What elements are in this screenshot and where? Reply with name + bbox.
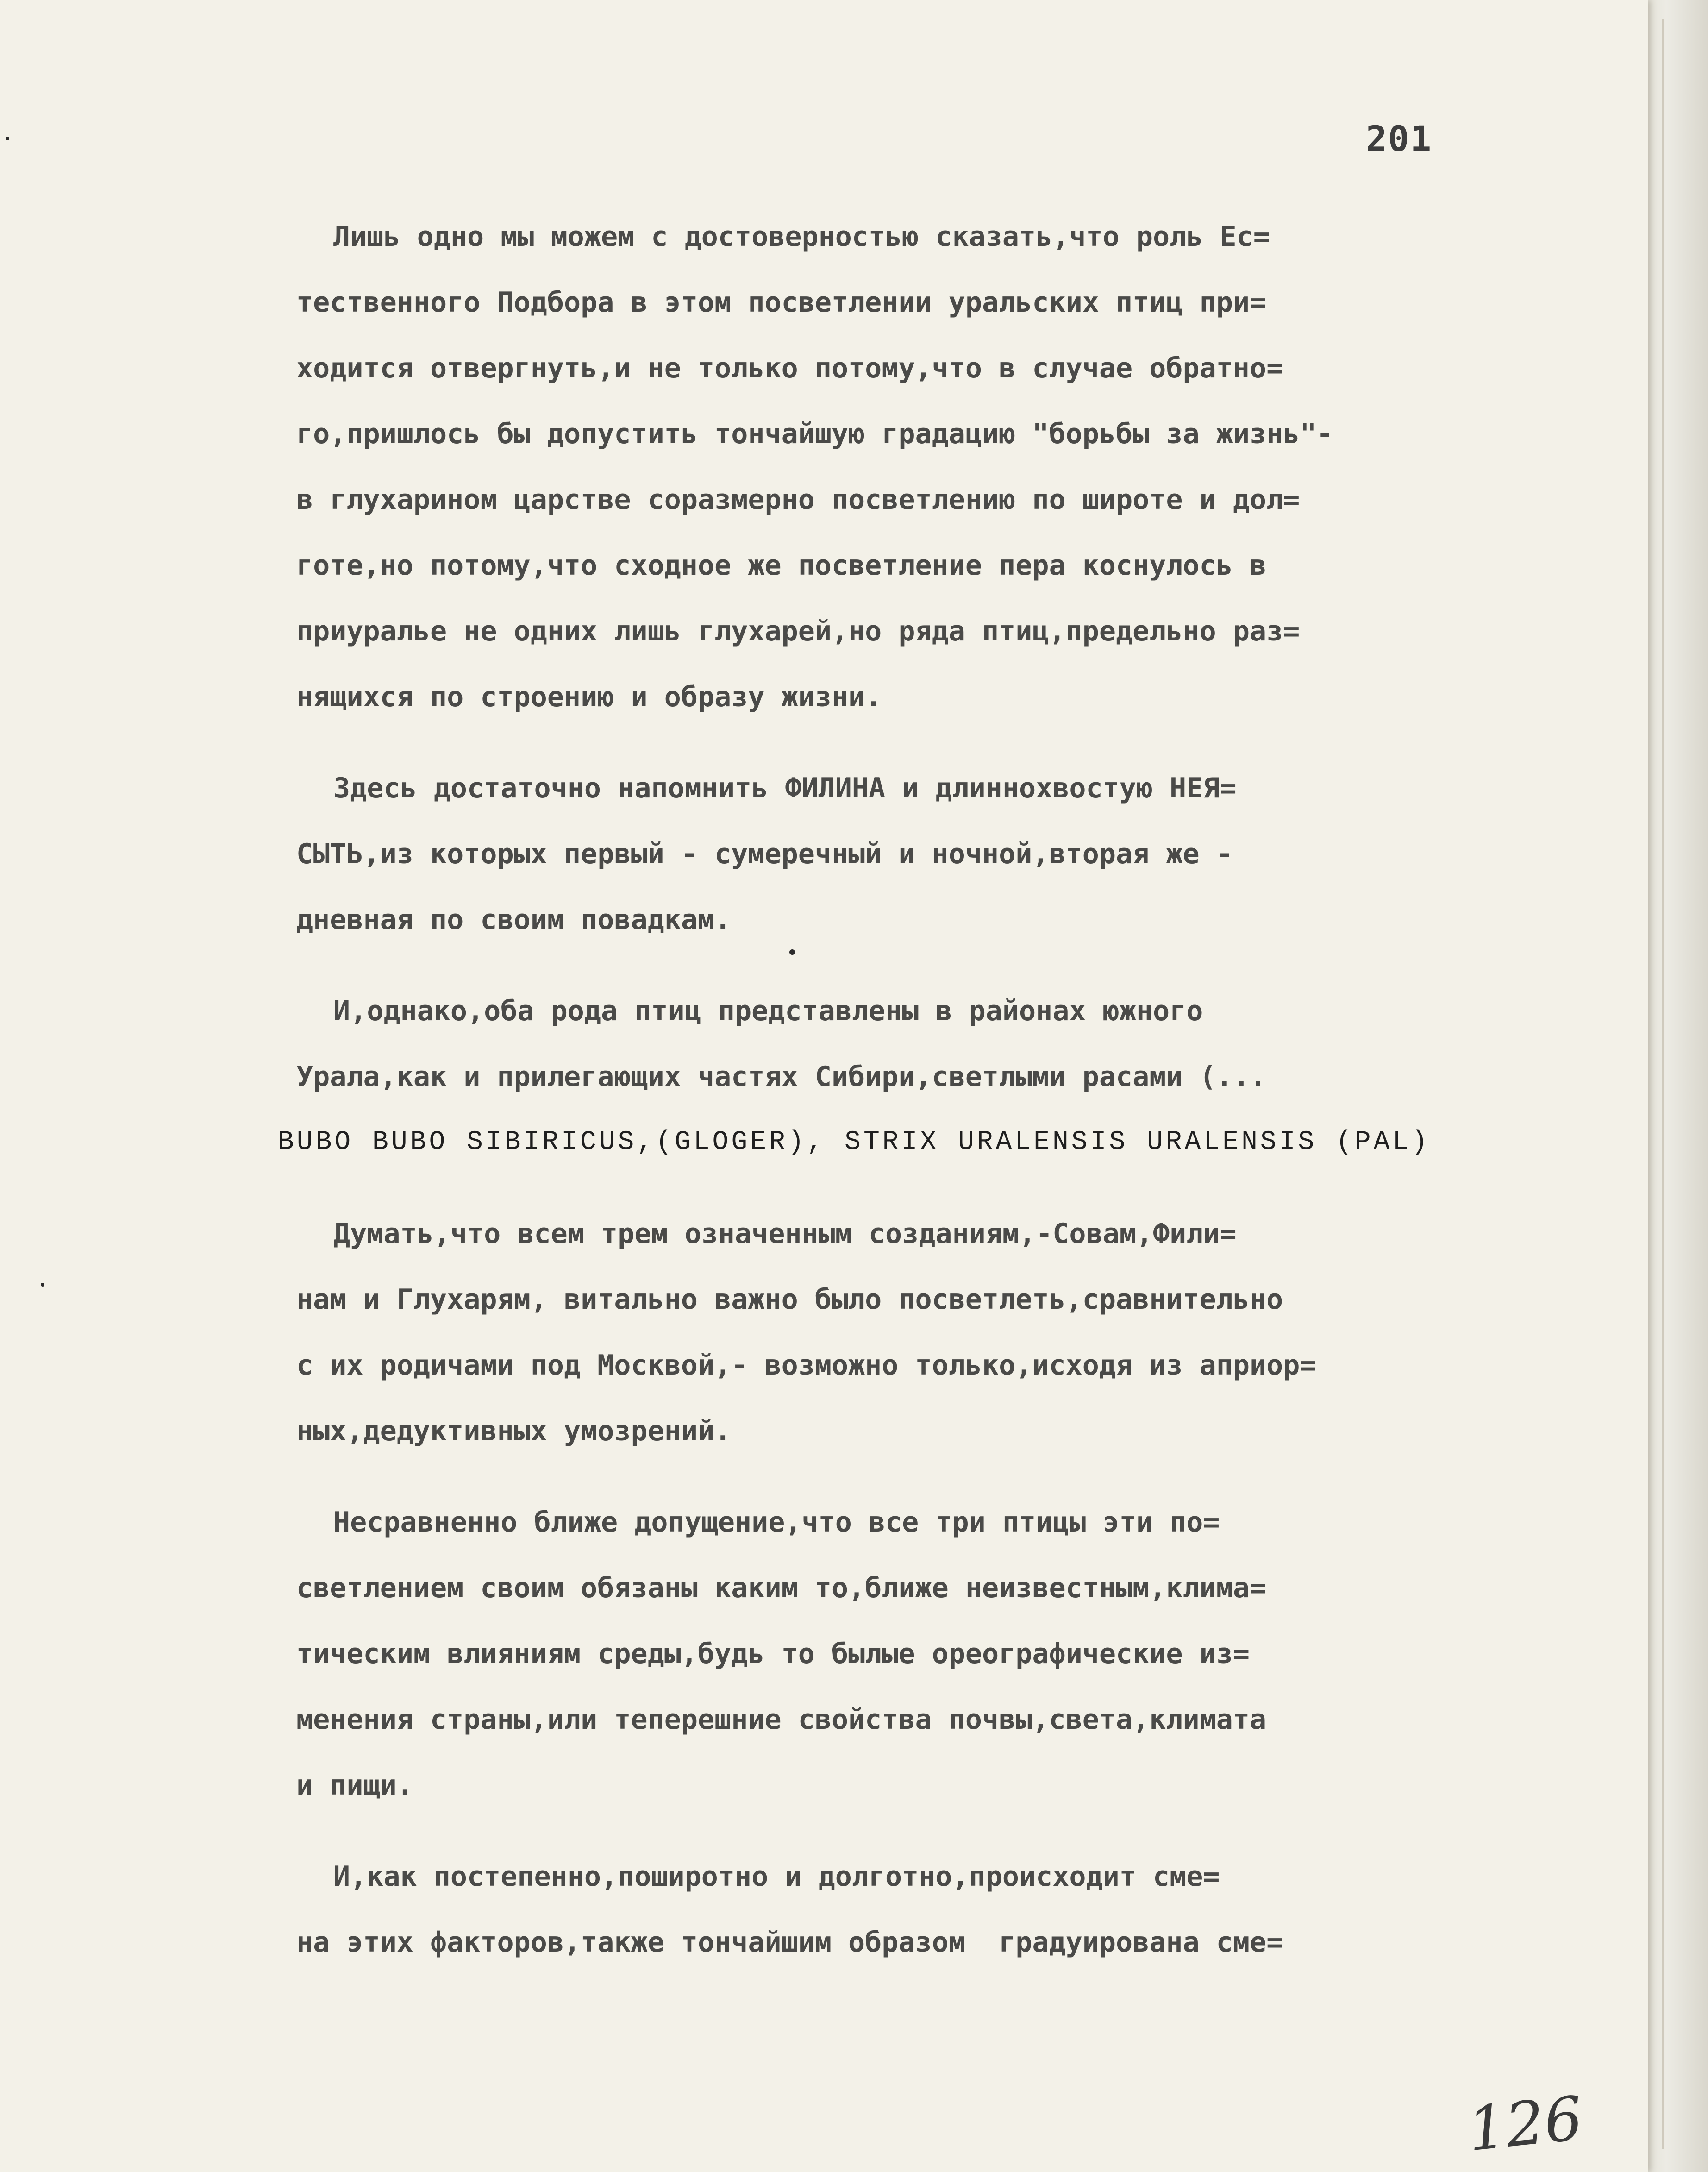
page-number: 201 [1366, 118, 1433, 159]
text-line: И,однако,оба рода птиц представлены в районах южного [333, 995, 1203, 1027]
text-line: Думать,что всем трем означенным созданиям,-Совам,Фили= [333, 1218, 1237, 1250]
text-line: дневная по своим повадкам. [296, 904, 732, 936]
paper-speck [789, 949, 795, 955]
text-line: Здесь достаточно напомнить ФИЛИНА и длиннохвостую НЕЯ= [333, 772, 1237, 804]
text-line: нящихся по строению и образу жизни. [296, 681, 882, 713]
text-line: И,как постепенно,поширотно и долготно,происходит сме= [333, 1860, 1220, 1893]
text-line: готе,но потому,что сходное же посветление пера коснулось в [296, 549, 1267, 582]
text-line: и пищи. [296, 1769, 413, 1802]
text-line: ходится отвергнуть,и не только потому,что в случае обратно= [296, 352, 1283, 384]
text-line: тическим влияниям среды,будь то былые ореографические из= [296, 1638, 1250, 1670]
text-line: го,пришлось бы допустить тончайшую градацию "борьбы за жизнь"- [296, 418, 1333, 450]
text-line: менения страны,или теперешние свойства почвы,света,климата [296, 1703, 1267, 1736]
text-line: приуралье не одних лишь глухарей,но ряда птиц,предельно раз= [296, 615, 1300, 647]
typewritten-body [278, 204, 1556, 2001]
paragraph-1 [296, 204, 1556, 730]
text-line: в глухарином царстве соразмерно посветлению по широте и дол= [296, 483, 1300, 516]
text-line: Лишь одно мы можем с достоверностью сказать,что роль Ес= [333, 220, 1270, 253]
text-line: с их родичами под Москвой,- возможно только,исходя из априор= [296, 1349, 1317, 1381]
paragraph-6 [296, 1844, 1556, 1975]
sheet-edge-line [1662, 19, 1664, 2149]
paragraph-5 [296, 1489, 1556, 1818]
paragraph-2 [296, 755, 1556, 953]
paper-speck [6, 137, 9, 140]
text-line: Несравненно ближе допущение,что все три птицы эти по= [333, 1506, 1220, 1538]
paragraph-4 [296, 1201, 1556, 1464]
text-line: Урала,как и прилегающих частях Сибири,светлыми расами (... [296, 1061, 1267, 1093]
paper-speck [41, 1283, 44, 1287]
handwritten-archive-number: 126 [1464, 2083, 1586, 2165]
text-line: светлением своим обязаны каким то,ближе неизвестным,клима= [296, 1572, 1267, 1604]
text-line: нам и Глухарям, витально важно было посветлеть,сравнительно [296, 1283, 1283, 1316]
paragraph-3 [278, 978, 1556, 1175]
text-line: СЫТЬ,из которых первый - сумеречный и ночной,вторая же - [296, 838, 1233, 870]
text-line: тественного Подбора в этом посветлении уральских птиц при= [296, 286, 1267, 319]
text-line: ных,дедуктивных умозрений. [296, 1415, 732, 1447]
underlying-sheet-edge [1639, 0, 1708, 2172]
latin-species-names: BUBO BUBO SIBIRICUS,(GLOGER), STRIX URALENSIS URALENSIS (PAL) [278, 1127, 1431, 1157]
text-line: на этих факторов,также тончайшим образом градуирована сме= [296, 1926, 1283, 1959]
